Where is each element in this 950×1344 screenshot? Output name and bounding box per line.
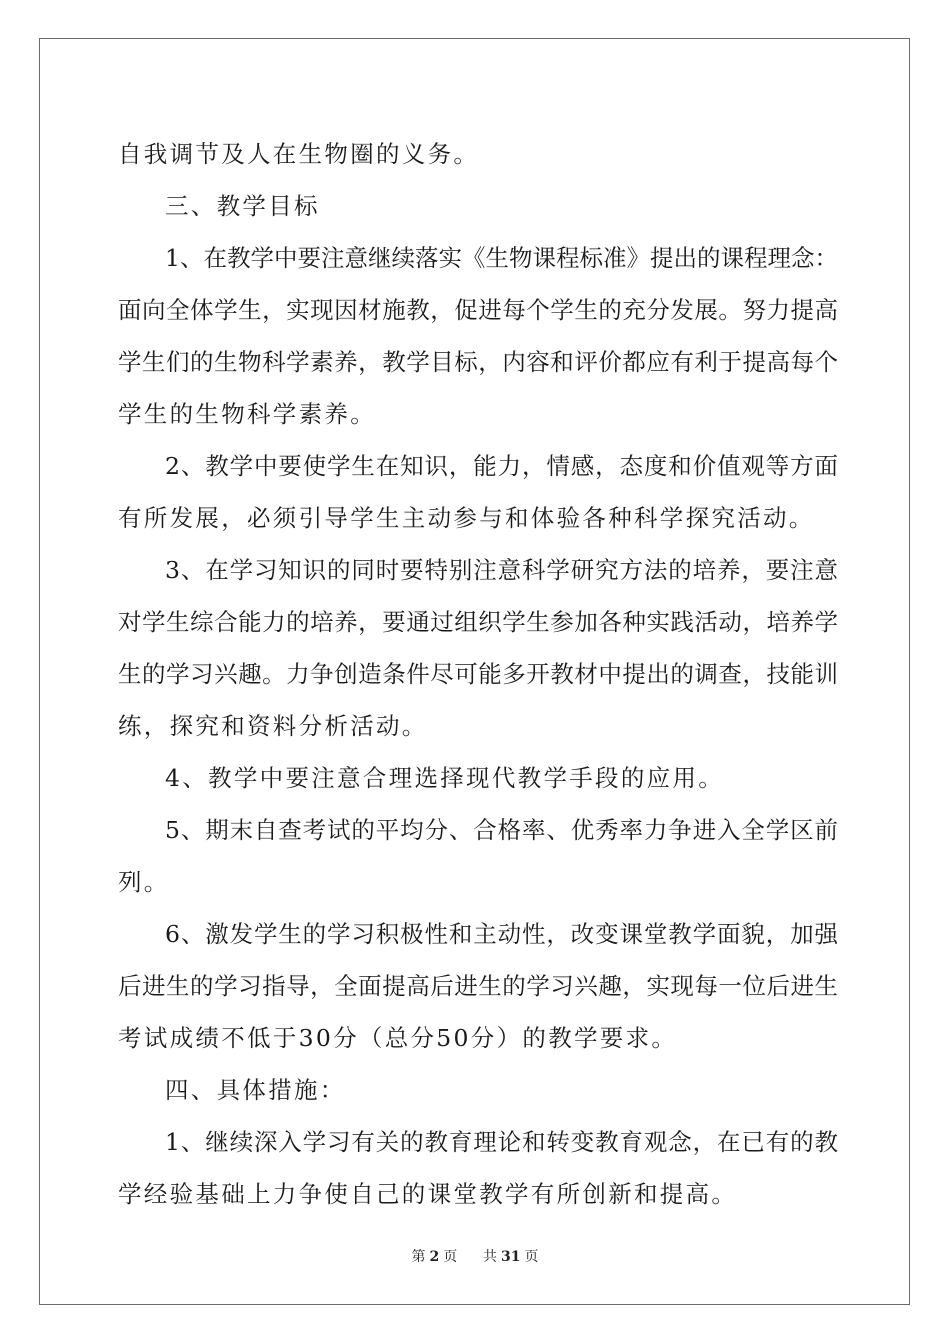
text-line: 有所发展，必须引导学生主动参与和体验各种科学探究活动。 [118, 504, 815, 532]
text-line: 1、继续深入学习有关的教育理论和转变教育观念，在已有的教 [165, 1128, 838, 1156]
text-line: 生的学习兴趣。力争创造条件尽可能多开教材中提出的调查，技能训 [118, 660, 838, 688]
section-heading: 三、教学目标 [165, 192, 320, 220]
text-line: 6、激发学生的学习积极性和主动性，改变课堂教学面貌，加强 [165, 920, 838, 948]
text-line: 2、教学中要使学生在知识，能力，情感，态度和价值观等方面 [165, 452, 838, 480]
page-indicator: 第 2 页 [411, 1249, 458, 1265]
text-line: 学生们的生物科学素养，教学目标，内容和评价都应有利于提高每个 [118, 348, 838, 376]
text-line: 练，探究和资料分析活动。 [118, 712, 428, 740]
text-line: 面向全体学生，实现因材施教，促进每个学生的充分发展。努力提高 [118, 296, 838, 324]
text-line: 考试成绩不低于30分（总分50分）的教学要求。 [118, 1024, 678, 1052]
text-line: 对学生综合能力的培养，要通过组织学生参加各种实践活动，培养学 [118, 608, 838, 636]
text-line: 列。 [118, 868, 170, 896]
text-line: 学经验基础上力争使自己的课堂教学有所创新和提高。 [118, 1180, 738, 1208]
text-line: 学生的生物科学素养。 [118, 400, 376, 428]
total-pages: 共 31 页 [483, 1249, 539, 1265]
page-footer [0, 1246, 950, 1266]
text-line: 1、在教学中要注意继续落实《生物课程标准》提出的课程理念： [165, 244, 838, 272]
text-line: 自我调节及人在生物圈的义务。 [118, 140, 480, 168]
text-line: 3、在学习知识的同时要特别注意科学研究方法的培养，要注意 [165, 556, 838, 584]
text-line: 后进生的学习指导，全面提高后进生的学习兴趣，实现每一位后进生 [118, 972, 838, 1000]
section-heading: 四、具体措施： [165, 1076, 346, 1104]
document-body [118, 128, 838, 1220]
text-line: 5、期末自查考试的平均分、合格率、优秀率力争进入全学区前 [165, 816, 838, 844]
text-line: 4、教学中要注意合理选择现代教学手段的应用。 [165, 764, 725, 792]
